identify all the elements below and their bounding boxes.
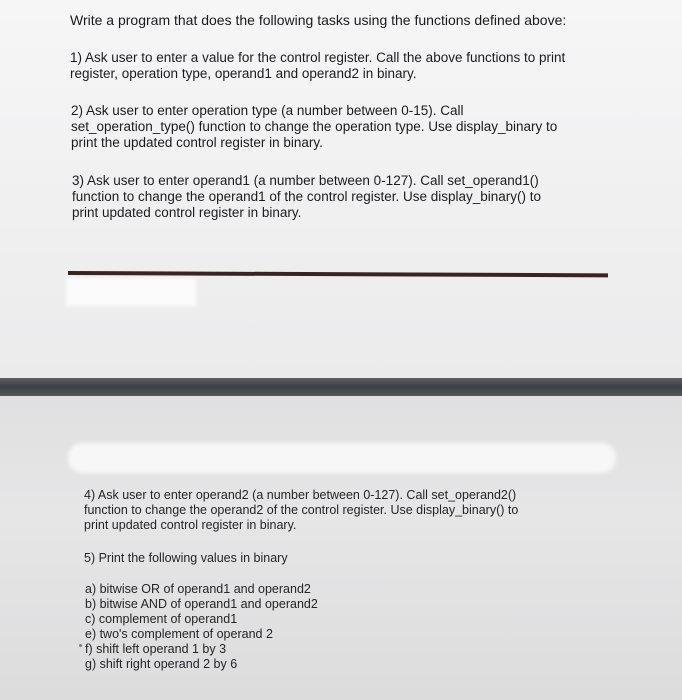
subitem: b) bitwise AND of operand1 and operand2 (85, 597, 318, 611)
subitem: g) shift right operand 2 by 6 (85, 657, 238, 671)
task-2 (71, 103, 557, 151)
task-4-line-3: print updated control register in binary. (84, 518, 297, 532)
pen-dot (79, 644, 82, 647)
redaction-patch (66, 278, 196, 306)
task-3-line-2: function to change the operand1 of the control register. Use display_binary() to (72, 189, 542, 204)
task-5-subitems (85, 582, 318, 672)
subitem: e) two's complement of operand 2 (85, 627, 273, 641)
task-1 (70, 50, 565, 82)
intro-heading: Write a program that does the following tasks using the functions defined above: (70, 12, 567, 28)
task-2-line-3: print the updated control register in binary. (71, 135, 323, 150)
task-2-line-2: set_operation_type() function to change the operation type. Use display_binary to (71, 119, 558, 134)
task-3-line-3: print updated control register in binary. (72, 205, 302, 220)
subitem: a) bitwise OR of operand1 and operand2 (85, 582, 311, 596)
task-4-line-1: 4) Ask user to enter operand2 (a number between 0-127). Call set_operand2() (84, 488, 517, 502)
screen-bezel-divider (0, 378, 682, 396)
task-1-line-1: 1) Ask user to enter a value for the control register. Call the above functions to print (70, 50, 566, 65)
task-4 (84, 488, 518, 533)
subitem: f) shift left operand 1 by 3 (85, 642, 227, 656)
subitem: c) complement of operand1 (85, 612, 238, 626)
task-2-line-1: 2) Ask user to enter operation type (a number between 0-15). Call (71, 103, 464, 118)
task-4-line-2: function to change the operand2 of the control register. Use display_binary() to (84, 503, 519, 517)
task-5 (84, 551, 288, 566)
task-1-line-2: register, operation type, operand1 and operand2 in binary. (70, 66, 417, 81)
task-5-line-1: 5) Print the following values in binary (84, 551, 288, 565)
task-3-line-1: 3) Ask user to enter operand1 (a number between 0-127). Call set_operand1() (72, 173, 539, 188)
redaction-strip (68, 443, 616, 473)
task-3 (72, 173, 541, 221)
